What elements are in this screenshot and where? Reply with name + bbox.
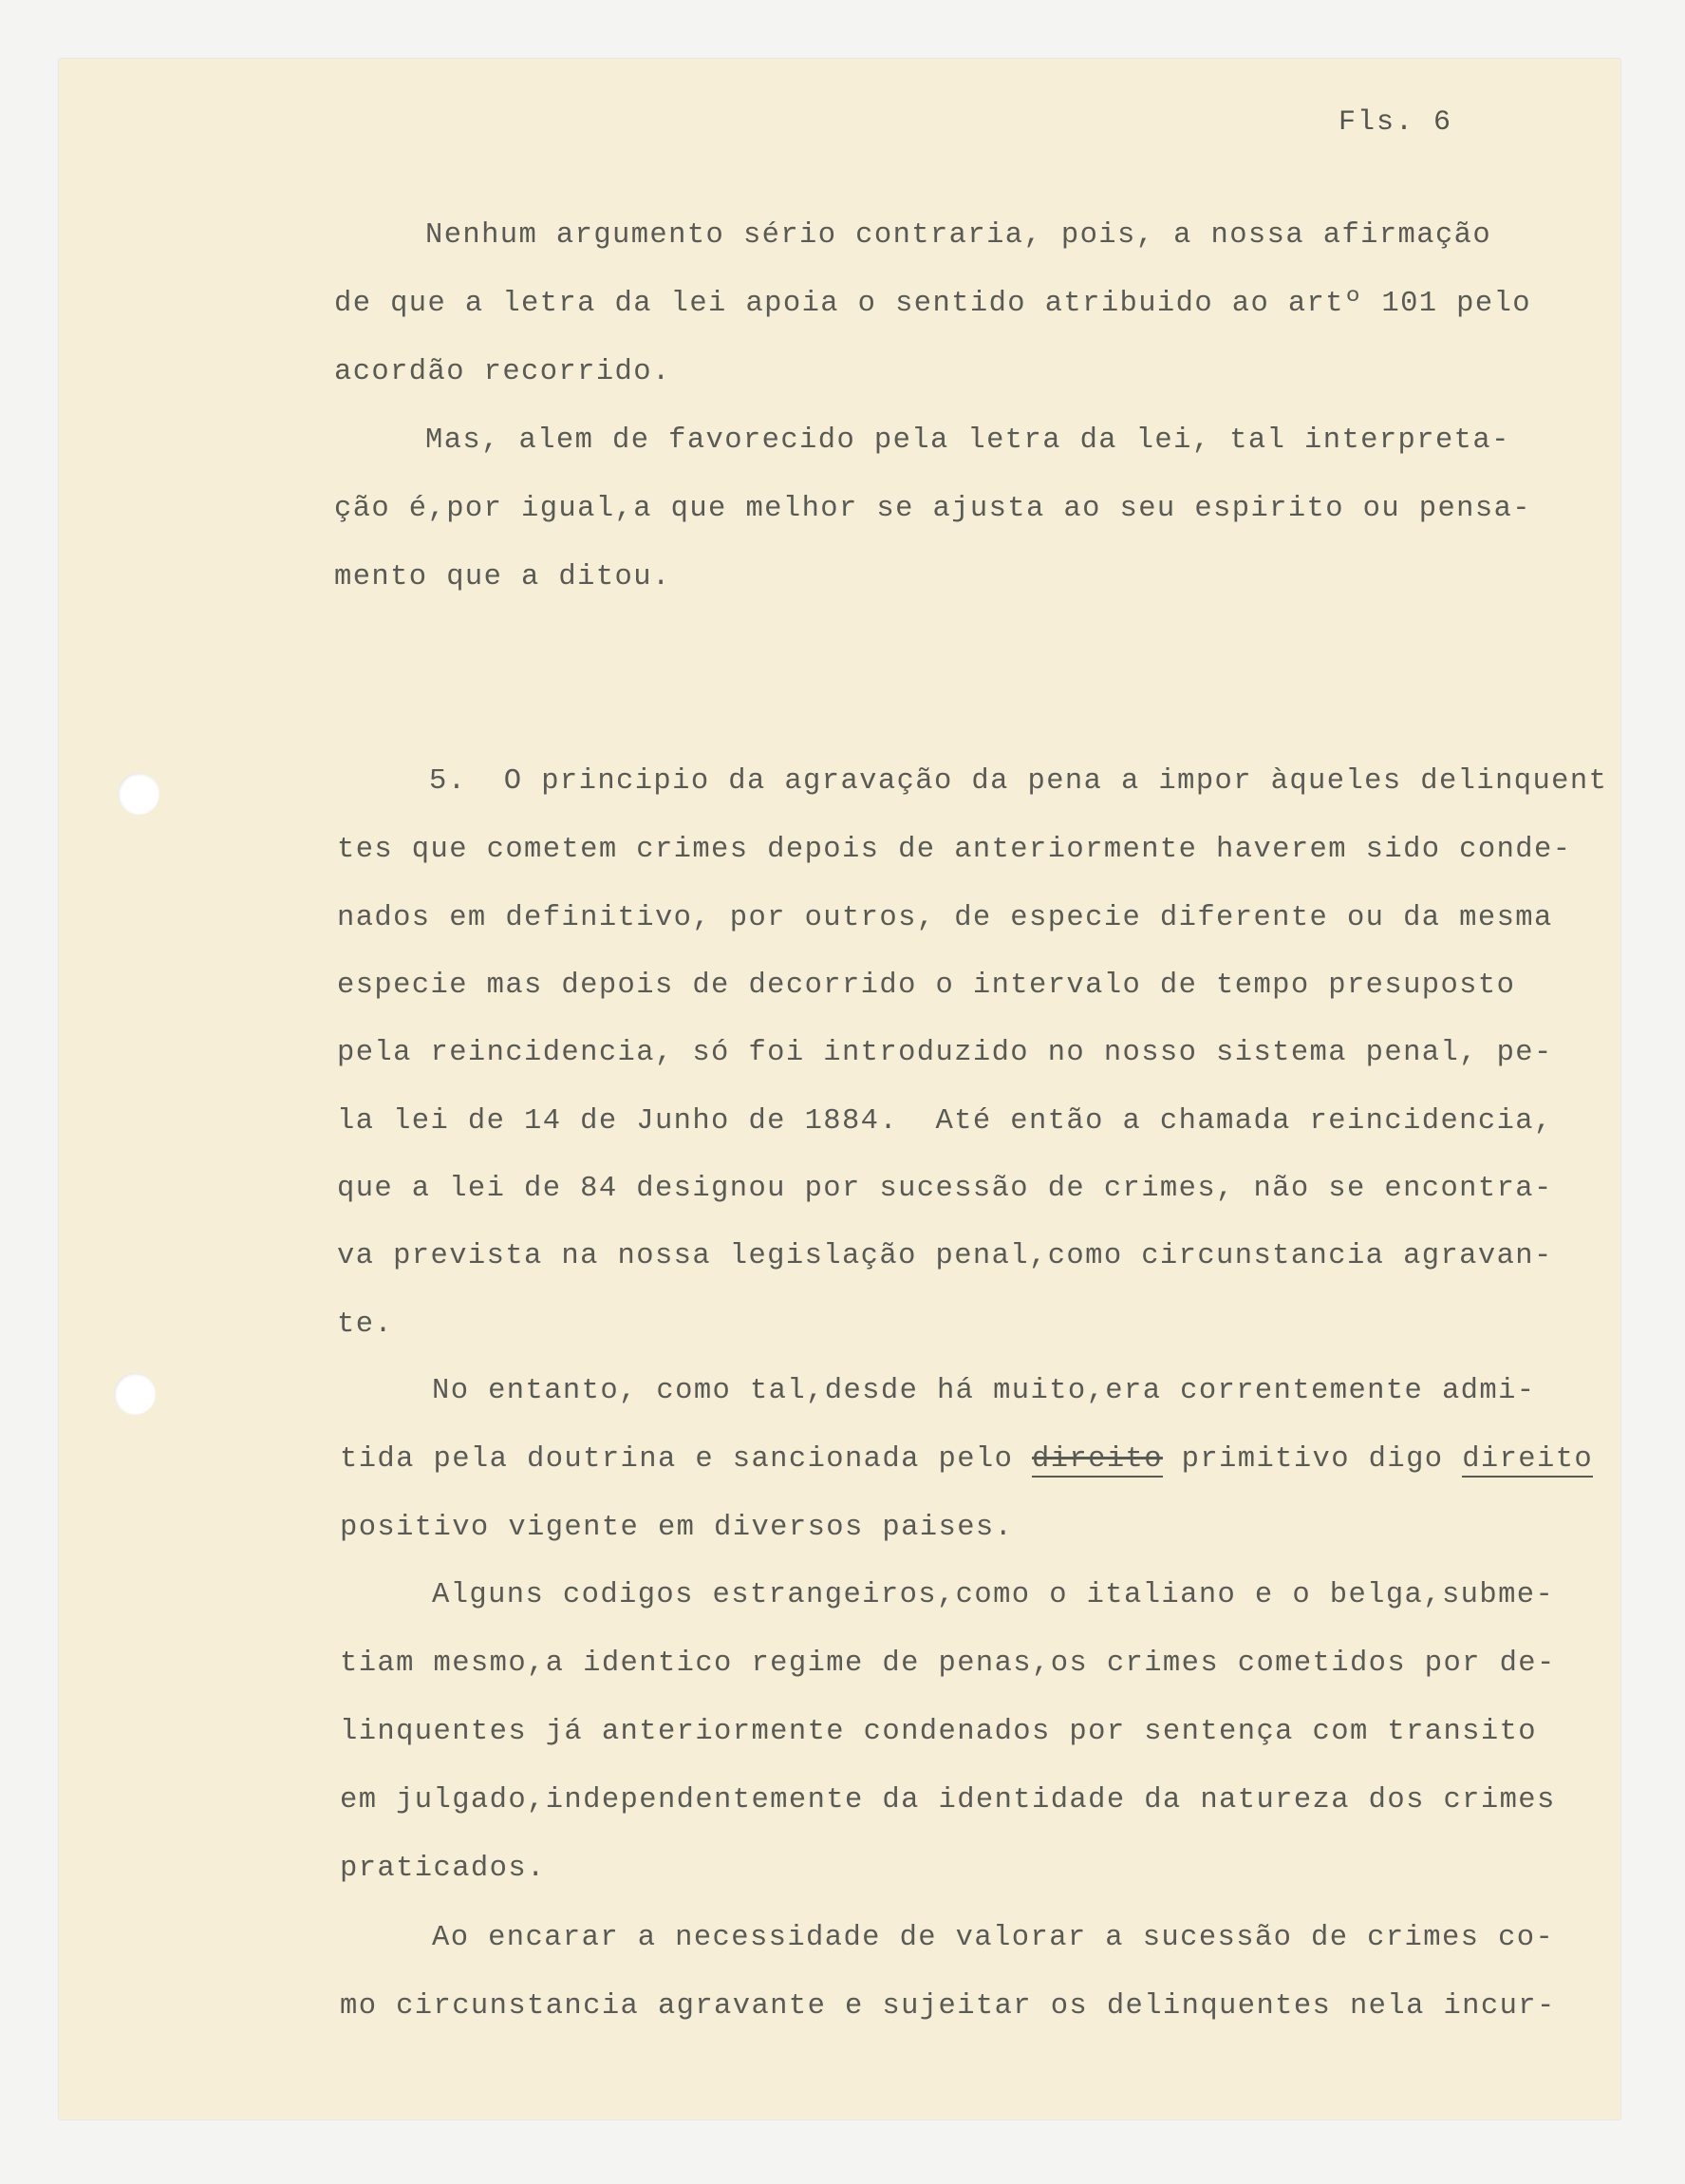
- text-line: linquentes já anteriormente condenados por sentença com transito: [340, 1716, 1537, 1748]
- text-segment: primitivo digo: [1162, 1443, 1463, 1476]
- text-line: Alguns codigos estrangeiros,como o italiano e o belga,subme-: [432, 1579, 1555, 1611]
- text-line: Mas, alem de favorecido pela letra da lei, tal interpreta-: [425, 424, 1510, 457]
- text-line: Nenhum argumento sério contraria, pois, a nossa afirmação: [425, 219, 1492, 252]
- punch-hole: [114, 1373, 156, 1415]
- text-line: nados em definitivo, por outros, de especie diferente ou da mesma: [337, 902, 1553, 934]
- underlined-word: direito: [1462, 1443, 1594, 1476]
- text-line: 5. O principio da agravação da pena a impor àqueles delinquent: [429, 765, 1608, 798]
- text-line: especie mas depois de decorrido o intervalo de tempo presuposto: [337, 970, 1516, 1002]
- text-line: te.: [337, 1309, 394, 1341]
- text-line: de que a letra da lei apoia o sentido atribuido ao artº 101 pelo: [334, 288, 1531, 320]
- text-line: acordão recorrido.: [334, 356, 671, 388]
- text-line: ção é,por igual,a que melhor se ajusta ao seu espirito ou pensa-: [334, 493, 1531, 525]
- text-line: tes que cometem crimes depois de anteriormente haverem sido conde-: [337, 834, 1572, 866]
- struck-word: direito: [1032, 1443, 1163, 1476]
- text-line: mento que a ditou.: [334, 561, 671, 593]
- punch-hole: [118, 773, 159, 815]
- text-line: mo circunstancia agravante e sujeitar os delinquentes nela incur-: [340, 1990, 1556, 2023]
- text-line: la lei de 14 de Junho de 1884. Até então a chamada reincidencia,: [337, 1105, 1553, 1138]
- text-line: No entanto, como tal,desde há muito,era correntemente admi-: [432, 1375, 1536, 1407]
- text-line: tiam mesmo,a identico regime de penas,os crimes cometidos por de-: [340, 1647, 1556, 1680]
- text-line: va prevista na nossa legislação penal,como circunstancia agravan-: [337, 1240, 1553, 1272]
- text-line-with-correction: [340, 1445, 1593, 1475]
- text-segment: tida pela doutrina e sancionada pelo: [340, 1443, 1033, 1476]
- text-line: praticados.: [340, 1853, 546, 1885]
- text-line: em julgado,independentemente da identidade da natureza dos crimes: [340, 1784, 1556, 1817]
- text-line: pela reincidencia, só foi introduzido no nosso sistema penal, pe-: [337, 1037, 1553, 1069]
- text-line: que a lei de 84 designou por sucessão de crimes, não se encontra-: [337, 1173, 1553, 1205]
- text-line: positivo vigente em diversos paises.: [340, 1512, 1014, 1544]
- page-number: Fls. 6: [1339, 106, 1453, 139]
- text-line: Ao encarar a necessidade de valorar a sucessão de crimes co-: [432, 1922, 1555, 1954]
